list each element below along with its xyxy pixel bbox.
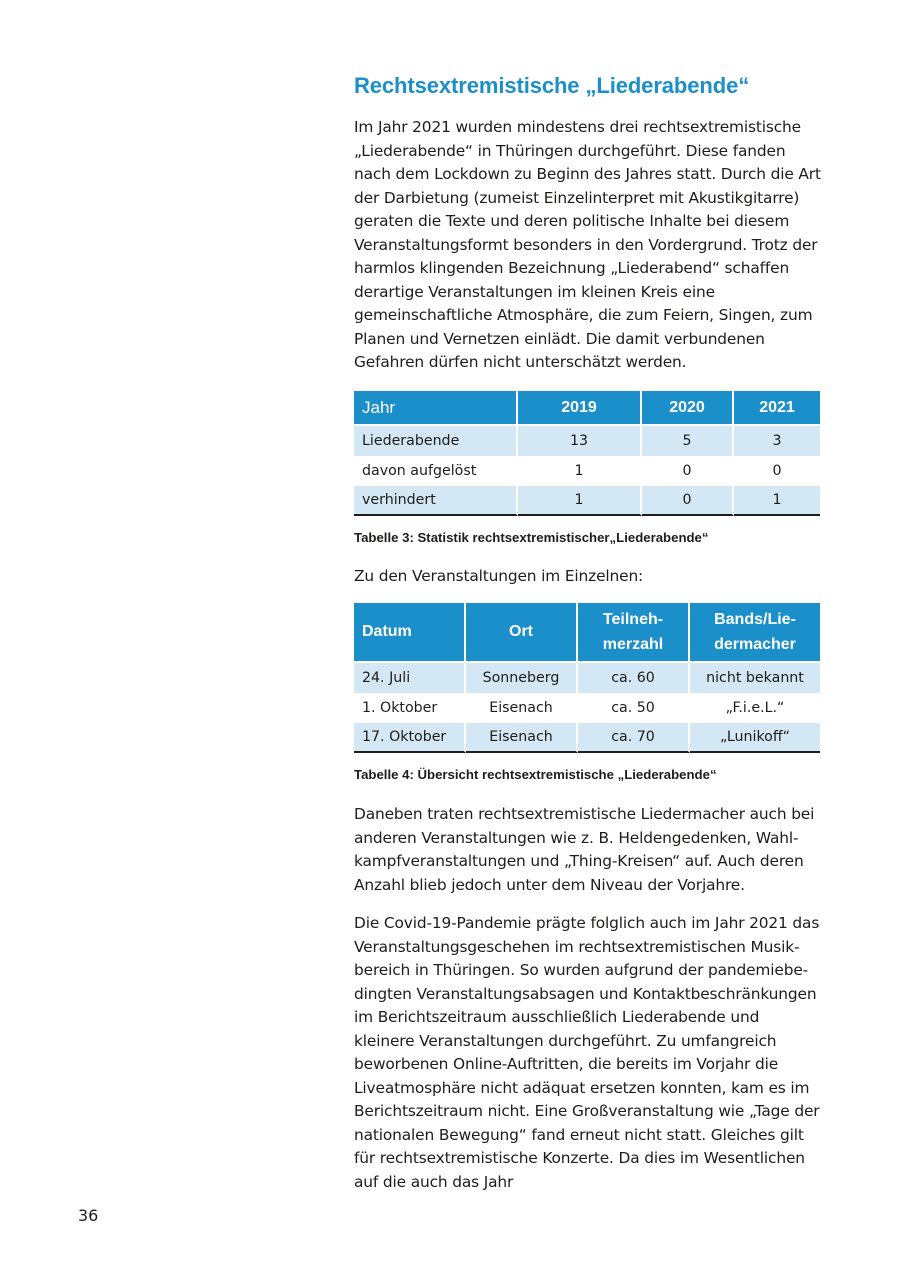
table-cell: nicht bekannt (690, 663, 820, 693)
table-3 (354, 391, 822, 516)
table-cell: 1 (734, 486, 820, 516)
table-cell: ca. 50 (578, 693, 690, 723)
table-cell: 5 (642, 426, 734, 456)
table-cell: verhindert (354, 486, 518, 516)
table3-header-jahr: Jahr (354, 391, 518, 426)
table4-header-teilnehmer: Teilnehmerzahl (578, 603, 690, 663)
table-cell: 17. Oktober (354, 723, 466, 753)
intro-paragraph: Im Jahr 2021 wurden mindestens drei rechtsextremistische „Liederabende“ in Thüringen durchgeführt. Diese fanden nach dem Lockdown zu Beginn des Jahres statt. Durch die Art der Darbietung (zumeist Einzelinterpret mit Akustikgitarre) geraten die Texte und deren politische Inhalte bei diesem Veranstaltungsformt besonders in den Vordergrund. Trotz der harmlos klingenden Bezeichnung „Liederabend“ schaffen derartige Veranstaltungen im kleinen Kreis eine gemeinschaftliche Atmosphäre, die zum Feiern, Singen, zum Planen und Vernetzen einlädt. Die damit verbundenen Gefahren dürfen nicht unterschätzt werden. (354, 118, 821, 371)
paragraph-3: Die Covid-19-Pandemie prägte folglich auch im Jahr 2021 das Veranstaltungsgeschehen im rechtsextremistischen Musikbereich in Thüringen. So wurden aufgrund der pandemiebedingten Veranstaltungsabsagen und Kontaktbeschränkungen im Berichtszeitraum ausschließlich Liederabende und kleinere Veranstaltungen durchgeführt. Zu umfangreich beworbenen Online-Auftritten, die bereits im Vorjahr die Liveatmosphäre nicht adäquat ersetzen konnten, kam es im Berichtszeitraum nicht. Eine Großveranstaltung wie „Tage der nationalen Bewegung“ fand erneut nicht statt. Gleiches gilt für rechtsextremistische Konzerte. Da dies im Wesentlichen auf die auch das Jahr (354, 914, 820, 1191)
table-cell: Eisenach (466, 693, 578, 723)
table3-header-2019: 2019 (518, 391, 642, 426)
table4-header-datum: Datum (354, 603, 466, 663)
table-row (354, 486, 820, 516)
details-intro: Zu den Veranstaltungen im Einzelnen: (354, 567, 644, 585)
table-cell: 0 (772, 463, 782, 479)
table-row (354, 693, 820, 723)
table-cell: 24. Juli (354, 663, 466, 693)
table-cell: ca. 70 (578, 723, 690, 753)
table-row (354, 426, 820, 456)
section-heading: Rechtsextremistische „Liederabende“ (354, 73, 750, 98)
paragraph-2: Daneben traten rechtsextremistische Liedermacher auch bei anderen Veranstaltungen wie z. B. Heldengedenken, Wahlkampfveranstaltungen und „Thing-Kreisen“ auf. Auch deren Anzahl blieb jedoch unter dem Niveau der Vorjahre. (354, 805, 815, 894)
table-cell: 3 (734, 426, 820, 456)
table4-header-ort: Ort (466, 603, 578, 663)
table-cell: 1. Oktober (354, 693, 466, 723)
table-cell: Eisenach (466, 723, 578, 753)
table-cell: 1 (518, 456, 642, 486)
table-cell: 0 (642, 486, 734, 516)
table-cell: 0 (642, 456, 734, 486)
page-number: 36 (78, 1206, 99, 1225)
table4-header-bands: Bands/Liedermacher (690, 603, 820, 663)
table-cell: 13 (518, 426, 642, 456)
table3-header-2021: 2021 (734, 391, 820, 426)
table4-caption: Tabelle 4: Übersicht rechtsextremistische „Liederabende“ (354, 767, 717, 782)
table-cell: 1 (518, 486, 642, 516)
table3-caption: Tabelle 3: Statistik rechtsextremistischer„Liederabende“ (354, 530, 709, 545)
table-row (354, 456, 820, 486)
table-cell: ca. 60 (578, 663, 690, 693)
table-cell: „F.i.e.L.“ (725, 700, 785, 716)
table-cell: Liederabende (354, 426, 518, 456)
table-cell: „Lunikoff“ (690, 723, 820, 753)
table-cell: Sonneberg (466, 663, 578, 693)
table-4 (354, 603, 822, 753)
table3-header-2020: 2020 (642, 391, 734, 426)
table-row (354, 663, 820, 693)
table-cell: davon aufgelöst (354, 456, 518, 486)
table-row (354, 723, 820, 753)
